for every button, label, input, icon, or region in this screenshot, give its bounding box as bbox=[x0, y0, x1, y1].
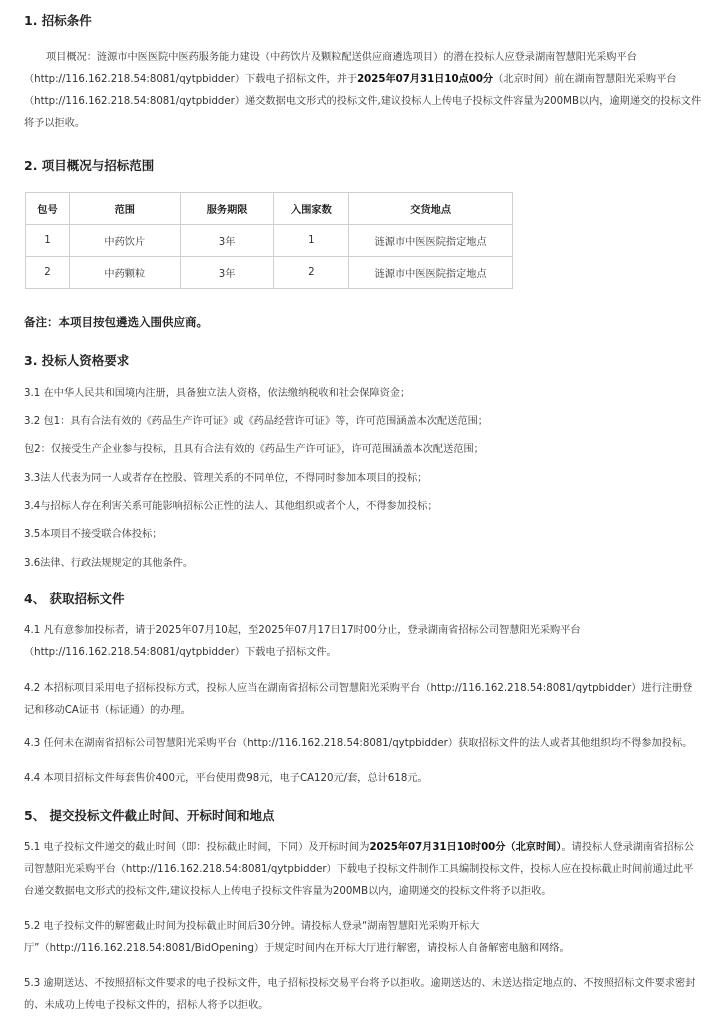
obtain-item: 4.4 本项目招标文件每套售价400元，平台使用费98元，电子CA120元/套，总计618元。 bbox=[24, 773, 428, 784]
table-cell: 3年 bbox=[180, 257, 274, 289]
section-3-title: 3. 投标人资格要求 bbox=[24, 353, 130, 368]
deadline-bold: 2025年07月31日10时00分（北京时间） bbox=[369, 842, 562, 853]
section-1-paragraph: 项目概况：涟源市中医医院中医药服务能力建设（中药饮片及颗粒配送供应商遴选项目）的潜在投标人应登录湖南智慧阳光采购平台（http://116.162.218.54:8081/qytpbidder）下载电子招标文件，并于2025年07月31日10点00分（北京时间）前在湖南智慧阳光采购平台（http://116.162.218.54:8081/qytpbidder）递交数据电文形式的投标文件,建议投标人上传电子投标文件容量为200MB以内，逾期递交的投标文件将予以拒收。 bbox=[24, 52, 702, 129]
header-cell: 入围家数 bbox=[274, 193, 349, 225]
header-cell: 范围 bbox=[69, 193, 180, 225]
table-cell: 2 bbox=[26, 257, 70, 289]
submission-item: 5.2 电子投标文件的解密截止时间为投标截止时间后30分钟。请投标人登录“湖南智慧阳光采购开标大厅”（http://116.162.218.54:8081/BidOpening）于规定时间内在开标大厅进行解密，请投标人自备解密电脑和网络。 bbox=[24, 921, 570, 954]
header-cell: 服务期限 bbox=[180, 193, 274, 225]
table-cell: 1 bbox=[26, 225, 70, 257]
qualification-item: 包2：仅接受生产企业参与投标，且具有合法有效的《药品生产许可证》，许可范围涵盖本次配送范围； bbox=[24, 444, 484, 455]
table-cell: 1 bbox=[274, 225, 349, 257]
obtain-item: 4.1 凡有意参加投标者，请于2025年07月10起，至2025年07月17日17时00分止，登录湖南省招标公司智慧阳光采购平台（http://116.162.218.54:8081/qytpbidder）下载电子招标文件。 bbox=[24, 625, 581, 658]
table-cell: 3年 bbox=[180, 225, 274, 257]
qualification-item: 3.4与招标人存在利害关系可能影响招标公正性的法人、其他组织或者个人，不得参加投标； bbox=[24, 501, 438, 512]
table-header-row bbox=[26, 193, 513, 225]
section-2-title: 2. 项目概况与招标范围 bbox=[24, 158, 155, 173]
qualification-item: 3.6法律、行政法规规定的其他条件。 bbox=[24, 558, 194, 569]
qualification-item: 3.5本项目不接受联合体投标； bbox=[24, 529, 163, 540]
header-cell: 包号 bbox=[26, 193, 70, 225]
table-cell: 2 bbox=[274, 257, 349, 289]
obtain-item: 4.2 本招标项目采用电子招标投标方式，投标人应当在湖南省招标公司智慧阳光采购平台（http://116.162.218.54:8081/qytpbidder）进行注册登记和移动CA证书（标证通）的办理。 bbox=[24, 683, 693, 716]
submission-item: 5.1 电子投标文件递交的截止时间（即：投标截止时间，下同）及开标时间为2025年07月31日10时00分（北京时间）。请投标人登录湖南省招标公司智慧阳光采购平台（http://116.162.218.54:8081/qytpbidder）下载电子投标文件制作工具编制投标文件，投标人应在投标截止时间前通过此平台递交数据电文形式的投标文件,建议投标人上传电子投标文件容量为200MB以内，逾期递交的投标文件将予以拒收。 bbox=[24, 842, 694, 897]
table-cell: 中药饮片 bbox=[69, 225, 180, 257]
section-1-title: 1. 招标条件 bbox=[24, 13, 92, 28]
qualification-item: 3.1 在中华人民共和国境内注册，具备独立法人资格，依法缴纳税收和社会保障资金； bbox=[24, 388, 411, 399]
table-cell: 涟源市中医医院指定地点 bbox=[349, 225, 513, 257]
submission-item: 5.3 逾期送达、不按照招标文件要求的电子投标文件，电子招标投标交易平台将予以拒收。逾期送达的、未送达指定地点的、不按照招标文件要求密封的、未成功上传电子投标文件的，招标人将予以拒收。 bbox=[24, 978, 696, 1011]
table-note: 备注：本项目按包遴选入围供应商。 bbox=[24, 315, 208, 329]
qualification-item: 3.2 包1：具有合法有效的《药品生产许可证》或《药品经营许可证》等，许可范围涵盖本次配送范围； bbox=[24, 416, 488, 427]
table-cell: 涟源市中医医院指定地点 bbox=[349, 257, 513, 289]
package-table bbox=[25, 192, 513, 289]
table-cell: 中药颗粒 bbox=[69, 257, 180, 289]
table-row bbox=[26, 257, 513, 289]
qualification-item: 3.3法人代表为同一人或者存在控股、管理关系的不同单位，不得同时参加本项目的投标； bbox=[24, 473, 428, 484]
section-5-title: 5、 提交投标文件截止时间、开标时间和地点 bbox=[24, 808, 275, 823]
obtain-item: 4.3 任何未在湖南省招标公司智慧阳光采购平台（http://116.162.218.54:8081/qytpbidder）获取招标文件的法人或者其他组织均不得参加投标。 bbox=[24, 738, 693, 749]
section-4-title: 4、 获取招标文件 bbox=[24, 591, 125, 606]
deadline-bold: 2025年07月31日10点00分 bbox=[357, 74, 494, 85]
table-row bbox=[26, 225, 513, 257]
header-cell: 交货地点 bbox=[349, 193, 513, 225]
